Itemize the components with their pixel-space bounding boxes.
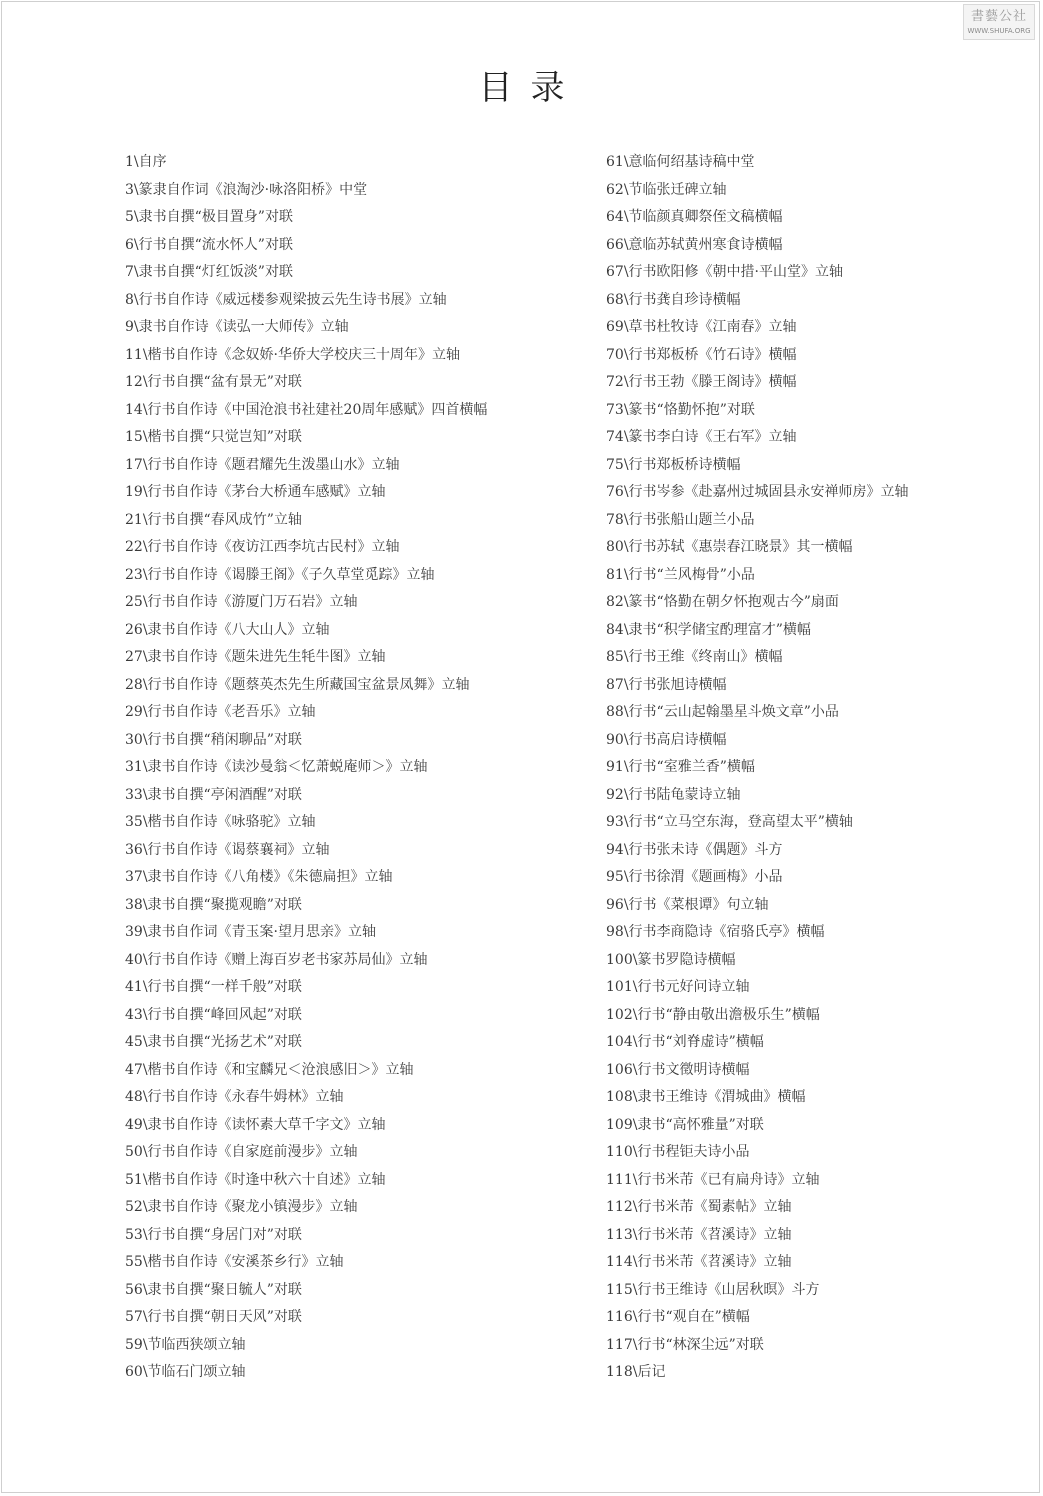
- watermark-text: 書藝公社: [970, 9, 1027, 24]
- toc-entry: 47\楷书自作诗《和宝麟兄＜沧浪感旧＞》立轴: [125, 1061, 414, 1078]
- toc-entry: 90\行书高启诗横幅: [606, 731, 727, 748]
- toc-entry: 81\行书“兰风梅骨”小品: [606, 566, 755, 583]
- toc-entry: 74\篆书李白诗《王右军》立轴: [606, 429, 797, 445]
- toc-entry: 29\行书自作诗《老吾乐》立轴: [125, 704, 316, 720]
- toc-entry: 41\行书自撰“一样千般”对联: [125, 979, 302, 995]
- toc-entry: 116\行书“观自在”横幅: [606, 1309, 750, 1325]
- toc-entry: 25\行书自作诗《游厦门万石岩》立轴: [125, 594, 358, 610]
- toc-entry: 28\行书自作诗《题蔡英杰先生所藏国宝盆景凤舞》立轴: [125, 676, 470, 693]
- toc-entry: 27\隶书自作诗《题朱进先生牦牛图》立轴: [125, 649, 386, 665]
- toc-entry: 84\隶书“积学储宝酌理富才”横幅: [606, 621, 811, 638]
- toc-entry: 75\行书郑板桥诗横幅: [606, 456, 741, 473]
- toc-entry: 93\行书“立马空东海，登高望太平”横轴: [606, 814, 853, 830]
- toc-entry: 118\后记: [606, 1364, 666, 1380]
- toc-entry: 1\自序: [125, 154, 167, 170]
- toc-entry: 96\行书《菜根谭》句立轴: [606, 896, 769, 913]
- toc-entry: 11\楷书自作诗《念奴娇·华侨大学校庆三十周年》立轴: [125, 346, 460, 363]
- toc-entry: 115\行书王维诗《山居秋暝》斗方: [606, 1281, 820, 1298]
- toc-entry: 56\隶书自撰“聚日毓人”对联: [125, 1281, 302, 1298]
- toc-entry: 39\隶书自作词《青玉案·望月思亲》立轴: [125, 924, 376, 940]
- toc-entry: 37\隶书自作诗《八角楼》《朱德扁担》立轴: [125, 869, 393, 885]
- toc-entry: 64\节临颜真卿祭侄文稿横幅: [606, 209, 783, 225]
- toc-entry: 91\行书“室雅兰香”横幅: [606, 759, 755, 775]
- toc-entry: 100\篆书罗隐诗横幅: [606, 951, 736, 968]
- toc-entry: 82\篆书“恪勤在朝夕怀抱观古今”扇面: [606, 594, 839, 610]
- toc-entry: 45\隶书自撰“光扬艺术”对联: [125, 1034, 302, 1050]
- toc-entry: 31\隶书自作诗《读沙曼翁＜忆萧蜕庵师＞》立轴: [125, 759, 428, 775]
- toc-entry: 55\楷书自作诗《安溪茶乡行》立轴: [125, 1254, 344, 1270]
- toc-entry: 104\行书“刘脊虚诗”横幅: [606, 1034, 764, 1050]
- toc-entry: 80\行书苏轼《惠崇春江晓景》其一横幅: [606, 539, 853, 555]
- toc-entry: 21\行书自撰“春风成竹”立轴: [125, 511, 302, 528]
- toc-entry: 94\行书张未诗《偶题》斗方: [606, 841, 783, 858]
- toc-right-column: [606, 149, 1026, 1387]
- toc-entry: 73\篆书“恪勤怀抱”对联: [606, 401, 755, 418]
- toc-entry: 87\行书张旭诗横幅: [606, 676, 727, 693]
- toc-entry: 114\行书米芾《苕溪诗》立轴: [606, 1254, 792, 1270]
- toc-entry: 43\行书自撰“峰回风起”对联: [125, 1006, 302, 1023]
- toc-entry: 98\行书李商隐诗《宿骆氏亭》横幅: [606, 924, 825, 940]
- toc-entry: 51\楷书自作诗《时逢中秋六十自述》立轴: [125, 1171, 386, 1188]
- page-title: 目录: [478, 68, 583, 108]
- toc-entry: 117\行书“林深尘远”对联: [606, 1336, 764, 1353]
- watermark-url: WWW.SHUFA.ORG: [967, 27, 1031, 35]
- toc-entry: 57\行书自撰“朝日天风”对联: [125, 1309, 302, 1325]
- toc-entry: 68\行书龚自珍诗横幅: [606, 291, 741, 308]
- toc-entry: 110\行书程钜夫诗小品: [606, 1144, 750, 1160]
- toc-entry: 112\行书米芾《蜀素帖》立轴: [606, 1199, 792, 1215]
- toc-entry: 111\行书米芾《已有扁舟诗》立轴: [606, 1171, 820, 1188]
- toc-entry: 69\草书杜牧诗《江南春》立轴: [606, 319, 797, 335]
- toc-entry: 19\行书自作诗《茅台大桥通车感赋》立轴: [125, 484, 386, 500]
- toc-entry: 40\行书自作诗《赠上海百岁老书家苏局仙》立轴: [125, 951, 428, 968]
- watermark-logo: [963, 4, 1035, 40]
- toc-entry: 85\行书王维《终南山》横幅: [606, 649, 783, 665]
- toc-entry: 61\意临何绍基诗稿中堂: [606, 154, 755, 170]
- toc-entry: 36\行书自作诗《谒蔡襄祠》立轴: [125, 841, 330, 858]
- toc-entry: 109\隶书“高怀雅量”对联: [606, 1116, 764, 1133]
- toc-entry: 102\行书“静由敬出澹极乐生”横幅: [606, 1006, 820, 1023]
- toc-entry: 59\节临西狭颂立轴: [125, 1336, 246, 1353]
- toc-entry: 26\隶书自作诗《八大山人》立轴: [125, 621, 330, 638]
- toc-entry: 76\行书岑参《赴嘉州过城固县永安禅师房》立轴: [606, 484, 909, 500]
- toc-entry: 70\行书郑板桥《竹石诗》横幅: [606, 346, 797, 363]
- toc-entry: 35\楷书自作诗《咏骆驼》立轴: [125, 814, 316, 830]
- toc-entry: 52\隶书自作诗《聚龙小镇漫步》立轴: [125, 1199, 358, 1215]
- toc-entry: 108\隶书王维诗《渭城曲》横幅: [606, 1089, 806, 1105]
- toc-entry: 7\隶书自撰“灯红饭淡”对联: [125, 264, 293, 280]
- toc-entry: 22\行书自作诗《夜访江西李坑古民村》立轴: [125, 539, 400, 555]
- toc-entry: 88\行书“云山起翰墨星斗焕文章”小品: [606, 704, 839, 720]
- toc-entry: 49\隶书自作诗《读怀素大草千字文》立轴: [125, 1116, 386, 1133]
- toc-entry: 50\行书自作诗《自家庭前漫步》立轴: [125, 1144, 358, 1160]
- toc-entry: 106\行书文徵明诗横幅: [606, 1061, 750, 1078]
- toc-entry: 72\行书王勃《滕王阁诗》横幅: [606, 374, 797, 390]
- toc-entry: 113\行书米芾《苕溪诗》立轴: [606, 1226, 792, 1243]
- toc-entry: 101\行书元好问诗立轴: [606, 979, 750, 995]
- toc-entry: 78\行书张船山题兰小品: [606, 511, 755, 528]
- toc-entry: 23\行书自作诗《谒滕王阁》《子久草堂觅踪》立轴: [125, 566, 435, 583]
- toc-entry: 5\隶书自撰“极目置身”对联: [125, 209, 293, 225]
- toc-entry: 3\篆隶自作词《浪淘沙·咏洛阳桥》中堂: [125, 181, 368, 198]
- toc-entry: 66\意临苏轼黄州寒食诗横幅: [606, 236, 783, 253]
- toc-entry: 95\行书徐渭《题画梅》小品: [606, 869, 783, 885]
- toc-entry: 9\隶书自作诗《读弘一大师传》立轴: [125, 319, 349, 335]
- toc-entry: 67\行书欧阳修《朝中措·平山堂》立轴: [606, 264, 843, 280]
- toc-entry: 6\行书自撰“流水怀人”对联: [125, 236, 293, 253]
- toc-entry: 12\行书自撰“盆有景无”对联: [125, 374, 302, 390]
- toc-entry: 30\行书自撰“稍闲聊品”对联: [125, 731, 302, 748]
- toc-entry: 53\行书自撰“身居门对”对联: [125, 1226, 302, 1243]
- toc-entry: 33\隶书自撰“亭闲酒醒”对联: [125, 786, 302, 803]
- toc-entry: 62\节临张迁碑立轴: [606, 181, 727, 198]
- toc-entry: 14\行书自作诗《中国沧浪书社建社20周年感赋》四首横幅: [125, 401, 488, 418]
- toc-entry: 38\隶书自撰“聚揽观瞻”对联: [125, 896, 302, 913]
- toc-entry: 60\节临石门颂立轴: [125, 1364, 246, 1380]
- toc-entry: 15\楷书自撰“只觉岂知”对联: [125, 429, 302, 445]
- toc-entry: 48\行书自作诗《永春牛姆林》立轴: [125, 1089, 344, 1105]
- toc-entry: 17\行书自作诗《题君耀先生泼墨山水》立轴: [125, 456, 400, 473]
- toc-entry: 92\行书陆龟蒙诗立轴: [606, 786, 741, 803]
- toc-left-column: [125, 149, 575, 1387]
- toc-entry: 8\行书自作诗《威远楼参观梁披云先生诗书展》立轴: [125, 291, 447, 308]
